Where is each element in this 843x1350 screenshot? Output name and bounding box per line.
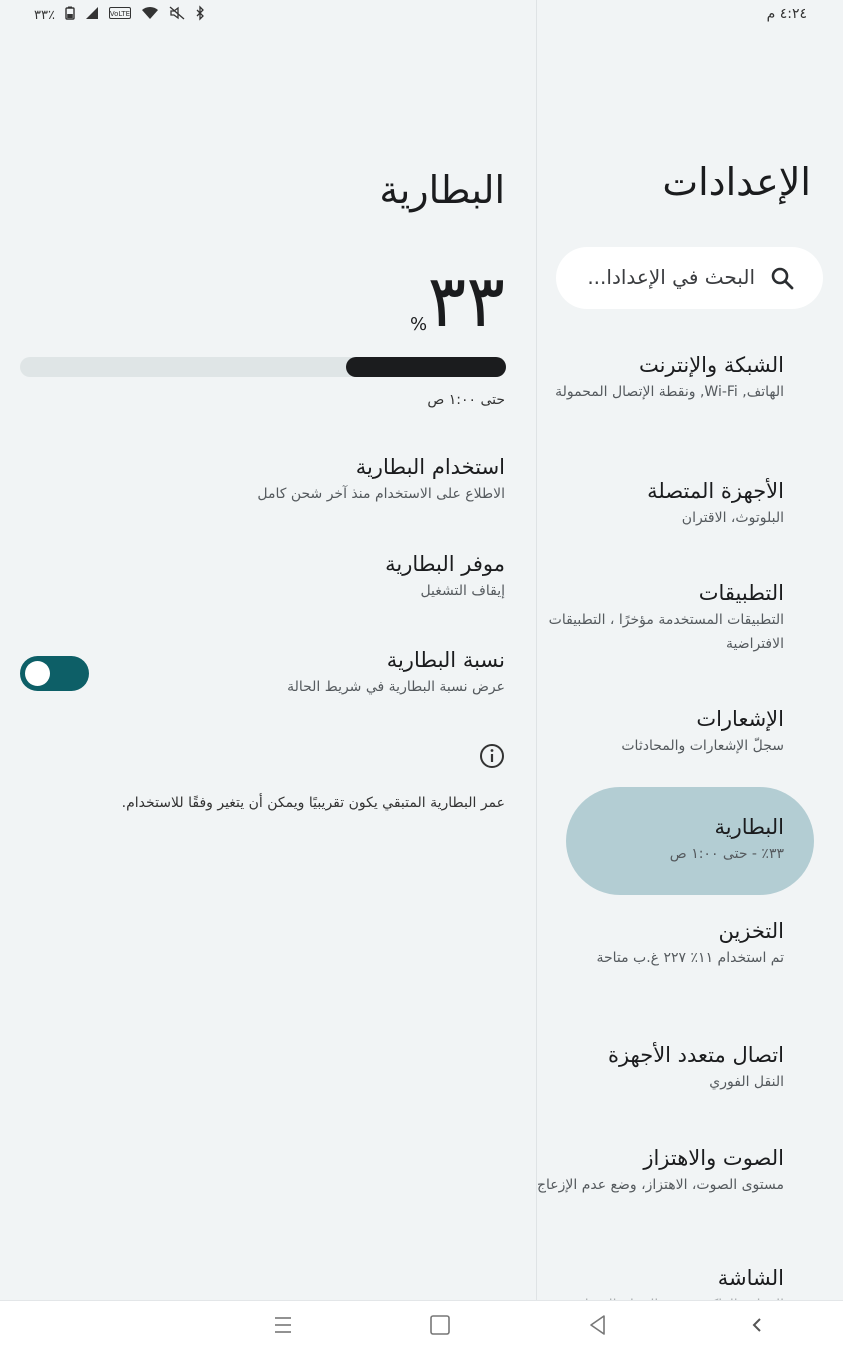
settings-item-subtitle: النقل الفوري [709, 1074, 784, 1090]
settings-item-notifications[interactable] [534, 704, 784, 758]
settings-item-title: التخزين [718, 919, 784, 943]
settings-item-subtitle: مستوى الصوت، الاهتزاز، وضع عدم الإزعاج [536, 1177, 784, 1193]
settings-item-subtitle: الهاتف, Wi-Fi, ونقطة الإتصال المحمولة [555, 384, 784, 400]
battery-usage-subtitle: الاطلاع على الاستخدام منذ آخر شحن كامل [257, 486, 505, 502]
battery-usage-row[interactable] [25, 452, 505, 506]
back-button[interactable] [586, 1313, 610, 1337]
settings-item-title: الإشعارات [696, 707, 784, 731]
bluetooth-icon [195, 6, 205, 24]
battery-saver-subtitle: إيقاف التشغيل [420, 583, 505, 599]
settings-item-sound[interactable] [534, 1143, 784, 1197]
settings-item-title: الشبكة والإنترنت [638, 353, 784, 377]
battery-ratio-subtitle: عرض نسبة البطارية في شريط الحالة [287, 679, 505, 695]
battery-ratio-row[interactable] [25, 645, 505, 699]
settings-item-subtitle: البلوتوث، الاقتران [681, 510, 784, 526]
battery-usage-title: استخدام البطارية [355, 455, 505, 479]
battery-ratio-title: نسبة البطارية [386, 648, 505, 672]
recents-button[interactable] [271, 1313, 295, 1337]
svg-text:VoLTE: VoLTE [109, 10, 131, 18]
battery-level-fill [346, 357, 506, 377]
settings-item-title: الأجهزة المتصلة [647, 479, 784, 503]
battery-ratio-toggle[interactable] [20, 656, 89, 691]
signal-icon [85, 6, 99, 24]
settings-item-battery[interactable] [534, 812, 784, 866]
settings-item-apps[interactable] [534, 578, 784, 656]
settings-title: الإعدادات [662, 160, 811, 204]
settings-item-network[interactable] [534, 350, 784, 404]
settings-item-title: الصوت والاهتزاز [643, 1146, 784, 1170]
status-icons [34, 6, 205, 24]
navigation-bar [0, 1300, 843, 1350]
settings-item-multi-device[interactable] [534, 1040, 784, 1094]
battery-page-title: البطارية [379, 168, 505, 212]
battery-percent-value: ٣٣ [427, 259, 505, 343]
settings-item-subtitle: تم استخدام ١١٪ ٢٢٧ غ.ب متاحة [596, 950, 784, 966]
settings-item-display[interactable] [534, 1263, 784, 1300]
settings-item-subtitle: التطبيقات المستخدمة مؤخرًا ، التطبيقات الافتراضية [548, 612, 784, 652]
battery-saver-title: موفر البطارية [385, 552, 505, 576]
chevron-left-icon[interactable] [746, 1313, 770, 1337]
battery-level-bar [20, 357, 506, 377]
battery-percent-sign: % [410, 314, 428, 335]
status-time: ٤:٢٤ م [766, 6, 807, 22]
battery-percent-text: ٣٣٪ [34, 7, 55, 23]
settings-search[interactable] [556, 247, 823, 309]
settings-item-title: اتصال متعدد الأجهزة [607, 1043, 784, 1067]
wifi-icon [141, 6, 159, 24]
battery-saver-row[interactable] [25, 549, 505, 603]
settings-item-title: الشاشة [717, 1266, 784, 1290]
settings-item-subtitle: سجلّ الإشعارات والمحادثات [621, 738, 784, 754]
battery-until-text: حتى ١:٠٠ ص [427, 392, 505, 408]
settings-item-title: التطبيقات [698, 581, 784, 605]
settings-item-storage[interactable] [534, 916, 784, 970]
search-placeholder: البحث في الإعدادا... [587, 265, 755, 289]
settings-item-connected-devices[interactable] [534, 476, 784, 530]
battery-icon [65, 6, 75, 24]
toggle-knob [25, 661, 50, 686]
mute-icon [169, 6, 185, 24]
settings-item-title: البطارية [714, 815, 784, 839]
volte-icon [109, 7, 131, 23]
battery-estimate-note: عمر البطارية المتبقي يكون تقريبيًا ويمكن أن يتغير وفقًا للاستخدام. [121, 795, 505, 811]
search-icon[interactable] [769, 265, 795, 291]
home-button[interactable] [428, 1313, 452, 1337]
info-icon [479, 743, 505, 769]
settings-item-subtitle: ٣٣٪ - حتى ١:٠٠ ص [669, 846, 784, 862]
